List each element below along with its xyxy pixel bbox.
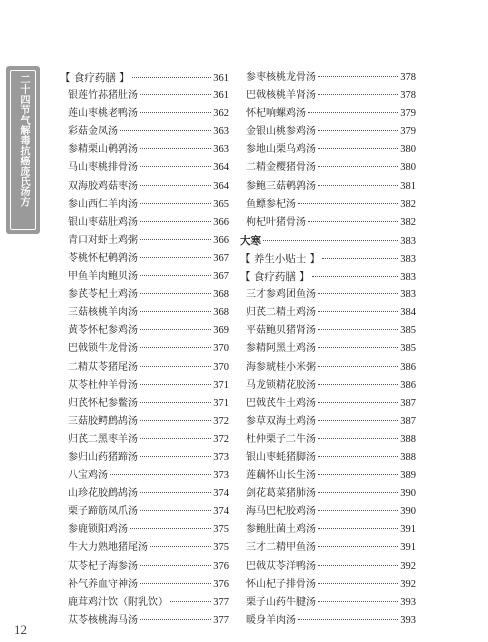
toc-entry-title: 归芪二黑枣羊汤 (68, 433, 138, 445)
toc-entry-title: 甲鱼羊肉鲍贝汤 (68, 271, 138, 283)
toc-page-number: 381 (400, 180, 416, 192)
toc-page-number: 365 (213, 198, 229, 210)
toc-leader-dots (318, 601, 398, 602)
toc-entry (246, 503, 416, 521)
toc-entry (68, 268, 229, 286)
toc-entry-title: 参鹿锁阳鸡汤 (68, 524, 128, 536)
toc-entry-title: 山珍花胶鹧鸪汤 (68, 488, 138, 500)
toc-leader-dots (140, 239, 211, 240)
toc-entry-title: 鱼鳔参杞汤 (246, 198, 296, 210)
toc-leader-dots (318, 311, 398, 312)
toc-entry-title: 鹿茸鸡汁饮（附乳饮） (68, 596, 168, 608)
toc-entry (68, 304, 229, 322)
toc-entry-title: 苓桃怀杞鹌鹑汤 (68, 252, 138, 264)
toc-entry-title: 平菇鲍贝猪肾汤 (246, 325, 316, 337)
toc-entry-title: 补气养血守神汤 (68, 578, 138, 590)
toc-entry (246, 159, 416, 177)
toc-leader-dots (308, 112, 398, 113)
toc-page-number: 387 (400, 415, 416, 427)
toc-page-number: 372 (213, 415, 229, 427)
toc-entry-title: 苁苓杞子海参汤 (68, 560, 138, 572)
toc-entry (68, 214, 229, 232)
toc-page-number: 383 (400, 289, 416, 301)
toc-entry (68, 286, 229, 304)
toc-page-number: 376 (213, 578, 229, 590)
toc-entry-title: 参归山药猪蹄汤 (68, 451, 138, 463)
toc-page-number: 383 (400, 272, 416, 284)
toc-leader-dots (318, 329, 398, 330)
toc-entry (246, 539, 416, 557)
toc-page-number: 372 (213, 433, 229, 445)
toc-leader-dots (140, 456, 211, 457)
toc-page-number: 391 (400, 542, 416, 554)
toc-entry-title: 苁苓杜仲羊骨汤 (68, 379, 138, 391)
toc-entry (68, 503, 229, 521)
toc-page-number: 367 (213, 271, 229, 283)
toc-page-number: 368 (213, 307, 229, 319)
toc-page-number: 369 (213, 325, 229, 337)
toc-entry (68, 123, 229, 141)
toc-entry (68, 359, 229, 377)
toc-leader-dots (140, 583, 211, 584)
toc-page-number: 370 (213, 343, 229, 355)
toc-page-number: 377 (213, 596, 229, 608)
toc-leader-dots (318, 347, 398, 348)
toc-page-number: 363 (213, 126, 229, 138)
toc-entry (68, 594, 229, 612)
toc-page-number: 386 (400, 379, 416, 391)
toc-entry-title: 巴戟苁苓洋鸭汤 (246, 560, 316, 572)
toc-entry-title: 银山枣蚝猪脚汤 (246, 451, 316, 463)
toc-entry-title: 参枣核桃龙骨汤 (246, 72, 316, 83)
toc-entry-title: 二精苁苓猪尾汤 (68, 361, 138, 373)
toc-leader-dots (140, 311, 211, 312)
toc-entry (246, 431, 416, 449)
toc-page-number: 383 (400, 253, 416, 265)
toc-page-number: 366 (213, 216, 229, 228)
toc-entry (68, 250, 229, 268)
toc-leader-dots (170, 601, 211, 602)
toc-entry-title: 参山西仁羊肉汤 (68, 198, 138, 210)
toc-entry-title: 剑花葛菜猪肺汤 (246, 488, 316, 500)
toc-entry (246, 395, 416, 413)
toc-leader-dots (322, 258, 398, 259)
toc-page-number: 380 (400, 144, 416, 156)
toc-leader-dots (140, 510, 211, 511)
toc-leader-dots (140, 492, 211, 493)
toc-entry (68, 413, 229, 431)
toc-page-number: 379 (400, 126, 416, 138)
toc-page-number: 373 (213, 470, 229, 482)
toc-entry-title: 三菇核桃羊肉汤 (68, 307, 138, 319)
toc-page-number: 373 (213, 451, 229, 463)
toc-entry (68, 449, 229, 467)
toc-leader-dots (318, 546, 398, 547)
toc-page-number: 375 (213, 542, 229, 554)
toc-entry-title: 栗子蹄筋凤爪汤 (68, 506, 138, 518)
toc-entry (68, 87, 229, 105)
toc-entry (246, 214, 416, 232)
toc-entry-title: 暖身羊肉汤 (246, 614, 296, 626)
toc-entry (246, 413, 416, 431)
toc-page-number: 361 (213, 90, 229, 102)
toc-leader-dots (318, 384, 398, 385)
toc-leader-dots (140, 438, 211, 439)
toc-entry (68, 340, 229, 358)
toc-page-number: 371 (213, 379, 229, 391)
toc-leader-dots (312, 276, 399, 277)
toc-entry (68, 558, 229, 576)
toc-page-number: 374 (213, 488, 229, 500)
toc-page-number: 363 (213, 144, 229, 156)
toc-leader-dots (140, 275, 211, 276)
toc-leader-dots (140, 185, 211, 186)
toc-entry (68, 576, 229, 594)
toc-entry-title: 莲藕怀山长生汤 (246, 470, 316, 482)
toc-leader-dots (132, 77, 212, 78)
toc-entry-title: 海参琥桂小米粥 (246, 361, 316, 373)
toc-page-number: 388 (400, 433, 416, 445)
toc-entry (68, 232, 229, 250)
toc-entry-title: 杜仲栗子二牛汤 (246, 433, 316, 445)
toc-leader-dots (298, 619, 398, 620)
toc-entry (68, 431, 229, 449)
toc-page-number: 374 (213, 506, 229, 518)
toc-leader-dots (120, 130, 211, 131)
toc-entry (68, 322, 229, 340)
toc-entry (246, 196, 416, 214)
toc-page-number: 364 (213, 180, 229, 192)
toc-page-number: 393 (400, 614, 416, 626)
toc-leader-dots (140, 347, 211, 348)
toc-page-number: 391 (400, 524, 416, 536)
toc-page-number: 393 (400, 596, 416, 608)
toc-entry (246, 485, 416, 503)
toc-leader-dots (318, 474, 398, 475)
toc-entry-title: 参精栗山鹌鹑汤 (68, 144, 138, 156)
toc-entry-title: 金银山桃参鸡汤 (246, 126, 316, 138)
toc-entry (246, 449, 416, 467)
toc-page-number: 371 (213, 397, 229, 409)
toc-entry (246, 359, 416, 377)
toc-entry (246, 521, 416, 539)
toc-leader-dots (150, 546, 211, 547)
toc-page-number: 378 (400, 72, 416, 83)
toc-page-number: 384 (400, 307, 416, 319)
toc-page-number: 392 (400, 560, 416, 572)
toc-page-number: 378 (400, 90, 416, 102)
toc-entry-title: 彩菇金凤汤 (68, 126, 118, 138)
toc-entry (68, 105, 229, 123)
toc-entry-title: 【 养生小贴士 】 (240, 252, 321, 265)
toc-entry (68, 521, 229, 539)
toc-leader-dots (140, 112, 211, 113)
toc-leader-dots (318, 528, 398, 529)
toc-page-number: 379 (400, 108, 416, 120)
toc-page-number: 386 (400, 361, 416, 373)
toc-page-number: 385 (400, 343, 416, 355)
toc-entry-title: 苁苓核桃海马汤 (68, 614, 138, 626)
toc-leader-dots (318, 293, 398, 294)
toc-right-column (240, 69, 416, 630)
toc-entry (246, 123, 416, 141)
toc-section-row (60, 69, 229, 87)
toc-entry-title: 参芪苓杞土鸡汤 (68, 289, 138, 301)
toc-entry (68, 196, 229, 214)
toc-leader-dots (140, 329, 211, 330)
toc-entry (68, 467, 229, 485)
toc-entry-title: 马龙锁精花胶汤 (246, 379, 316, 391)
toc-entry (246, 576, 416, 594)
toc-page-number: 383 (400, 235, 416, 247)
side-tab (6, 66, 40, 234)
toc-leader-dots (318, 402, 398, 403)
toc-page-number: 361 (213, 73, 229, 84)
toc-entry-title: 银莲竹荪猪肚汤 (68, 90, 138, 102)
toc-entry-title: 枸杞叶猪骨汤 (246, 216, 306, 228)
toc-page-number: 390 (400, 488, 416, 500)
toc-leader-dots (318, 510, 398, 511)
toc-entry (246, 558, 416, 576)
toc-entry-title: 三才参鸡团鱼汤 (246, 289, 316, 301)
toc-leader-dots (318, 94, 398, 95)
toc-entry-title: 参草双海土鸡汤 (246, 415, 316, 427)
toc-entry-title: 怀山杞子排骨汤 (246, 578, 316, 590)
toc-entry-title: 莲山枣桃老鸭汤 (68, 108, 138, 120)
toc-leader-dots (263, 240, 398, 241)
toc-entry-title: 青口对虾土鸡粥 (68, 234, 138, 246)
toc-entry (246, 69, 416, 87)
toc-entry-title: 归芪二精土鸡汤 (246, 307, 316, 319)
toc-entry (246, 594, 416, 612)
toc-entry-title: 【 食疗药膳 】 (240, 271, 310, 284)
toc-entry-title: 【 食疗药膳 】 (60, 72, 130, 84)
toc-page-number: 362 (213, 108, 229, 120)
toc-entry-title: 双海胶鸡菇枣汤 (68, 180, 138, 192)
toc-entry (246, 377, 416, 395)
toc-entry (246, 467, 416, 485)
toc-entry (246, 612, 416, 630)
toc-entry-title: 银山枣菇肚鸡汤 (68, 216, 138, 228)
toc-entry-title: 大寒 (240, 234, 261, 247)
toc-entry-title: 巴戟核桃羊肾汤 (246, 90, 316, 102)
toc-leader-dots (140, 384, 211, 385)
toc-entry (68, 485, 229, 503)
toc-entry (246, 286, 416, 304)
toc-entry (246, 87, 416, 105)
toc-entry-title: 二精金樱猪骨汤 (246, 162, 316, 174)
toc-leader-dots (308, 221, 398, 222)
toc-page-number: 376 (213, 560, 229, 572)
toc-entry (68, 141, 229, 159)
toc-page-number: 389 (400, 470, 416, 482)
toc-leader-dots (140, 148, 211, 149)
toc-leader-dots (318, 166, 398, 167)
toc-entry (246, 322, 416, 340)
toc-section-row (240, 268, 416, 286)
toc-entry-title: 参鲍肚菌土鸡汤 (246, 524, 316, 536)
toc-leader-dots (140, 293, 211, 294)
toc-entry-title: 海马巴杞胶鸡汤 (246, 506, 316, 518)
toc-entry-title: 怀杞响螺鸡汤 (246, 108, 306, 120)
toc-page-number: 364 (213, 162, 229, 174)
toc-entry (68, 178, 229, 196)
toc-page-number: 370 (213, 361, 229, 373)
toc-page-number: 377 (213, 614, 229, 626)
toc-entry-title: 巴戟锁牛龙骨汤 (68, 343, 138, 355)
toc-entry (246, 304, 416, 322)
side-tab-title: 二十四节气解毒抗癌庞氏汤方 (18, 74, 29, 207)
toc-entry-title: 黄苓怀杞参鸡汤 (68, 325, 138, 337)
toc-entry-title: 巴戟芪牛土鸡汤 (246, 397, 316, 409)
toc-leader-dots (318, 76, 398, 77)
toc-entry (246, 340, 416, 358)
toc-page-number: 375 (213, 524, 229, 536)
toc-entry (246, 141, 416, 159)
toc-entry-title: 参精阿黑土鸡汤 (246, 343, 316, 355)
toc-page-number: 380 (400, 162, 416, 174)
toc-entry (68, 395, 229, 413)
toc-entry-title: 三菇胶鳄鹧鸪汤 (68, 415, 138, 427)
toc-page-number: 392 (400, 578, 416, 590)
toc-entry (246, 105, 416, 123)
toc-leader-dots (318, 438, 398, 439)
toc-leader-dots (318, 583, 398, 584)
page-number: 12 (14, 622, 27, 637)
toc-entry-title: 参地山栗乌鸡汤 (246, 144, 316, 156)
toc-leader-dots (140, 203, 211, 204)
toc-entry-title: 参鲍三菇鹌鹑汤 (246, 180, 316, 192)
toc-section-row (240, 250, 416, 268)
toc-leader-dots (318, 148, 398, 149)
toc-leader-dots (140, 166, 211, 167)
toc-page-number: 385 (400, 325, 416, 337)
toc-leader-dots (318, 492, 398, 493)
toc-entry (68, 159, 229, 177)
toc-leader-dots (318, 185, 398, 186)
toc-leader-dots (318, 130, 398, 131)
toc-leader-dots (140, 366, 211, 367)
toc-entry (68, 539, 229, 557)
toc-solar-term-row (240, 232, 416, 250)
toc-entry (68, 612, 229, 630)
toc-leader-dots (318, 456, 398, 457)
toc-page-number: 367 (213, 252, 229, 264)
toc-page-number: 382 (400, 216, 416, 228)
toc-leader-dots (318, 420, 398, 421)
toc-entry-title: 归芪怀杞参鳖汤 (68, 397, 138, 409)
toc-leader-dots (140, 420, 211, 421)
toc-leader-dots (130, 528, 211, 529)
toc-page-number: 382 (400, 198, 416, 210)
toc-page-number: 390 (400, 506, 416, 518)
toc-leader-dots (140, 221, 211, 222)
toc-leader-dots (140, 619, 211, 620)
toc-entry-title: 牛大力熟地猪尾汤 (68, 542, 148, 554)
toc-entry-title: 马山枣桃排骨汤 (68, 162, 138, 174)
toc-leader-dots (298, 203, 398, 204)
toc-entry-title: 八宝鸡汤 (68, 470, 108, 482)
toc-leader-dots (140, 94, 211, 95)
toc-entry (68, 377, 229, 395)
toc-left-column (60, 69, 229, 630)
toc-page-number: 387 (400, 397, 416, 409)
toc-page-number: 368 (213, 289, 229, 301)
toc-leader-dots (140, 565, 211, 566)
toc-leader-dots (140, 257, 211, 258)
toc-leader-dots (140, 402, 211, 403)
toc-entry-title: 三才二精甲鱼汤 (246, 542, 316, 554)
toc-leader-dots (110, 474, 211, 475)
toc-leader-dots (318, 366, 398, 367)
toc-leader-dots (318, 565, 398, 566)
toc-entry (246, 178, 416, 196)
toc-page-number: 388 (400, 451, 416, 463)
toc-page-number: 366 (213, 234, 229, 246)
toc-entry-title: 栗子山药牛腱汤 (246, 596, 316, 608)
